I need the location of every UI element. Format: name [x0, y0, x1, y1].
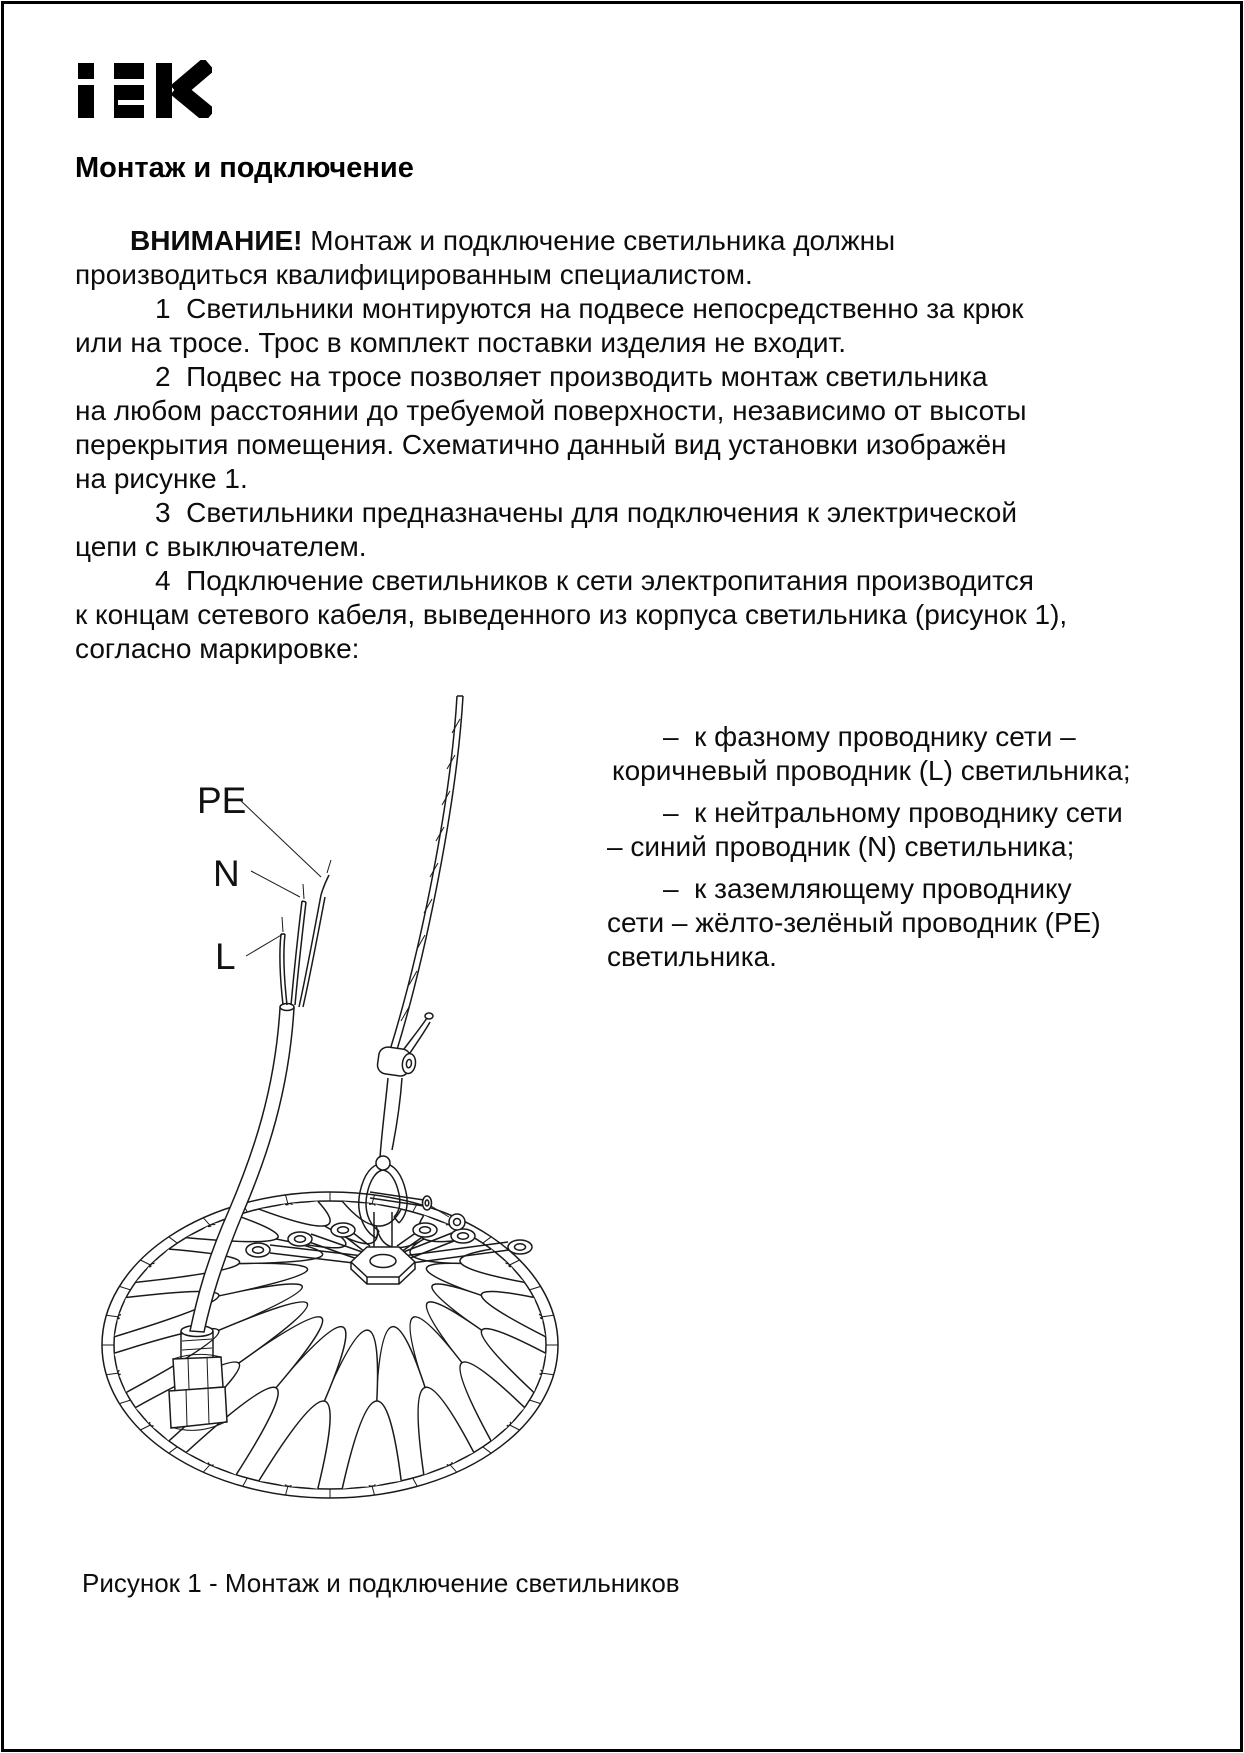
wiring-item-neutral: [607, 796, 1187, 864]
text-line: – к нейтральному проводнику сети: [663, 797, 1123, 828]
paragraph-4: [75, 564, 1185, 666]
text-line: 4 Подключение светильников к сети электропитания производится: [155, 565, 1034, 596]
text-line: коричневый проводник (L) светильника;: [612, 755, 1131, 786]
paragraph-warning: [75, 224, 1185, 292]
text-line: на рисунке 1.: [75, 463, 248, 494]
label-l: L: [215, 936, 236, 977]
wire-l: [280, 917, 287, 1005]
text-line: – к заземляющему проводнику: [663, 873, 1072, 904]
label-pe: PE: [197, 780, 247, 821]
text-line: производиться квалифицированным специалистом.: [75, 259, 753, 290]
text-line: или на тросе. Трос в комплект поставки изделия не входит.: [75, 327, 846, 358]
text-line: 1 Светильники монтируются на подвесе непосредственно за крюк: [155, 293, 1024, 324]
text-line: согласно маркировке:: [75, 633, 360, 664]
text-line: – синий проводник (N) светильника;: [607, 831, 1075, 862]
label-leaders: [239, 799, 321, 956]
paragraph-1: [75, 292, 1185, 360]
text-line: сети – жёлто-зелёный проводник (PE): [607, 907, 1101, 938]
text-line: светильника.: [607, 941, 777, 972]
wiring-item-earth: [607, 872, 1187, 974]
figure-caption: Рисунок 1 - Монтаж и подключение светильников: [82, 1568, 680, 1598]
text-line: цепи с выключателем.: [75, 531, 367, 562]
wire-pe: [299, 860, 331, 1007]
heatsink-fins: [114, 1201, 545, 1489]
body-text: [75, 224, 1185, 666]
text-line: на любом расстоянии до требуемой поверхности, независимо от высоты: [75, 395, 1027, 426]
text-line: 2 Подвес на тросе позволяет производить монтаж светильника: [155, 361, 988, 392]
paragraph-3: [75, 496, 1185, 564]
warning-lead: ВНИМАНИЕ!: [130, 225, 303, 256]
text-line: – к фазному проводнику сети –: [663, 721, 1076, 752]
text-line: ВНИМАНИЕ! Монтаж и подключение светильника должны: [130, 225, 896, 256]
text-line: к концам сетевого кабеля, выведенного из корпуса светильника (рисунок 1),: [75, 599, 1068, 630]
wiring-item-phase: [607, 720, 1187, 788]
label-n: N: [213, 853, 240, 894]
eyelet: [449, 1214, 465, 1230]
wiring-list: [607, 720, 1187, 982]
suspension-rope: [376, 696, 463, 1170]
text-line: перекрытия помещения. Схематично данный вид установки изображён: [75, 429, 1007, 460]
paragraph-2: [75, 360, 1185, 496]
page-title: Монтаж и подключение: [75, 152, 414, 184]
text-line: 3 Светильники предназначены для подключения к электрической: [155, 497, 1017, 528]
